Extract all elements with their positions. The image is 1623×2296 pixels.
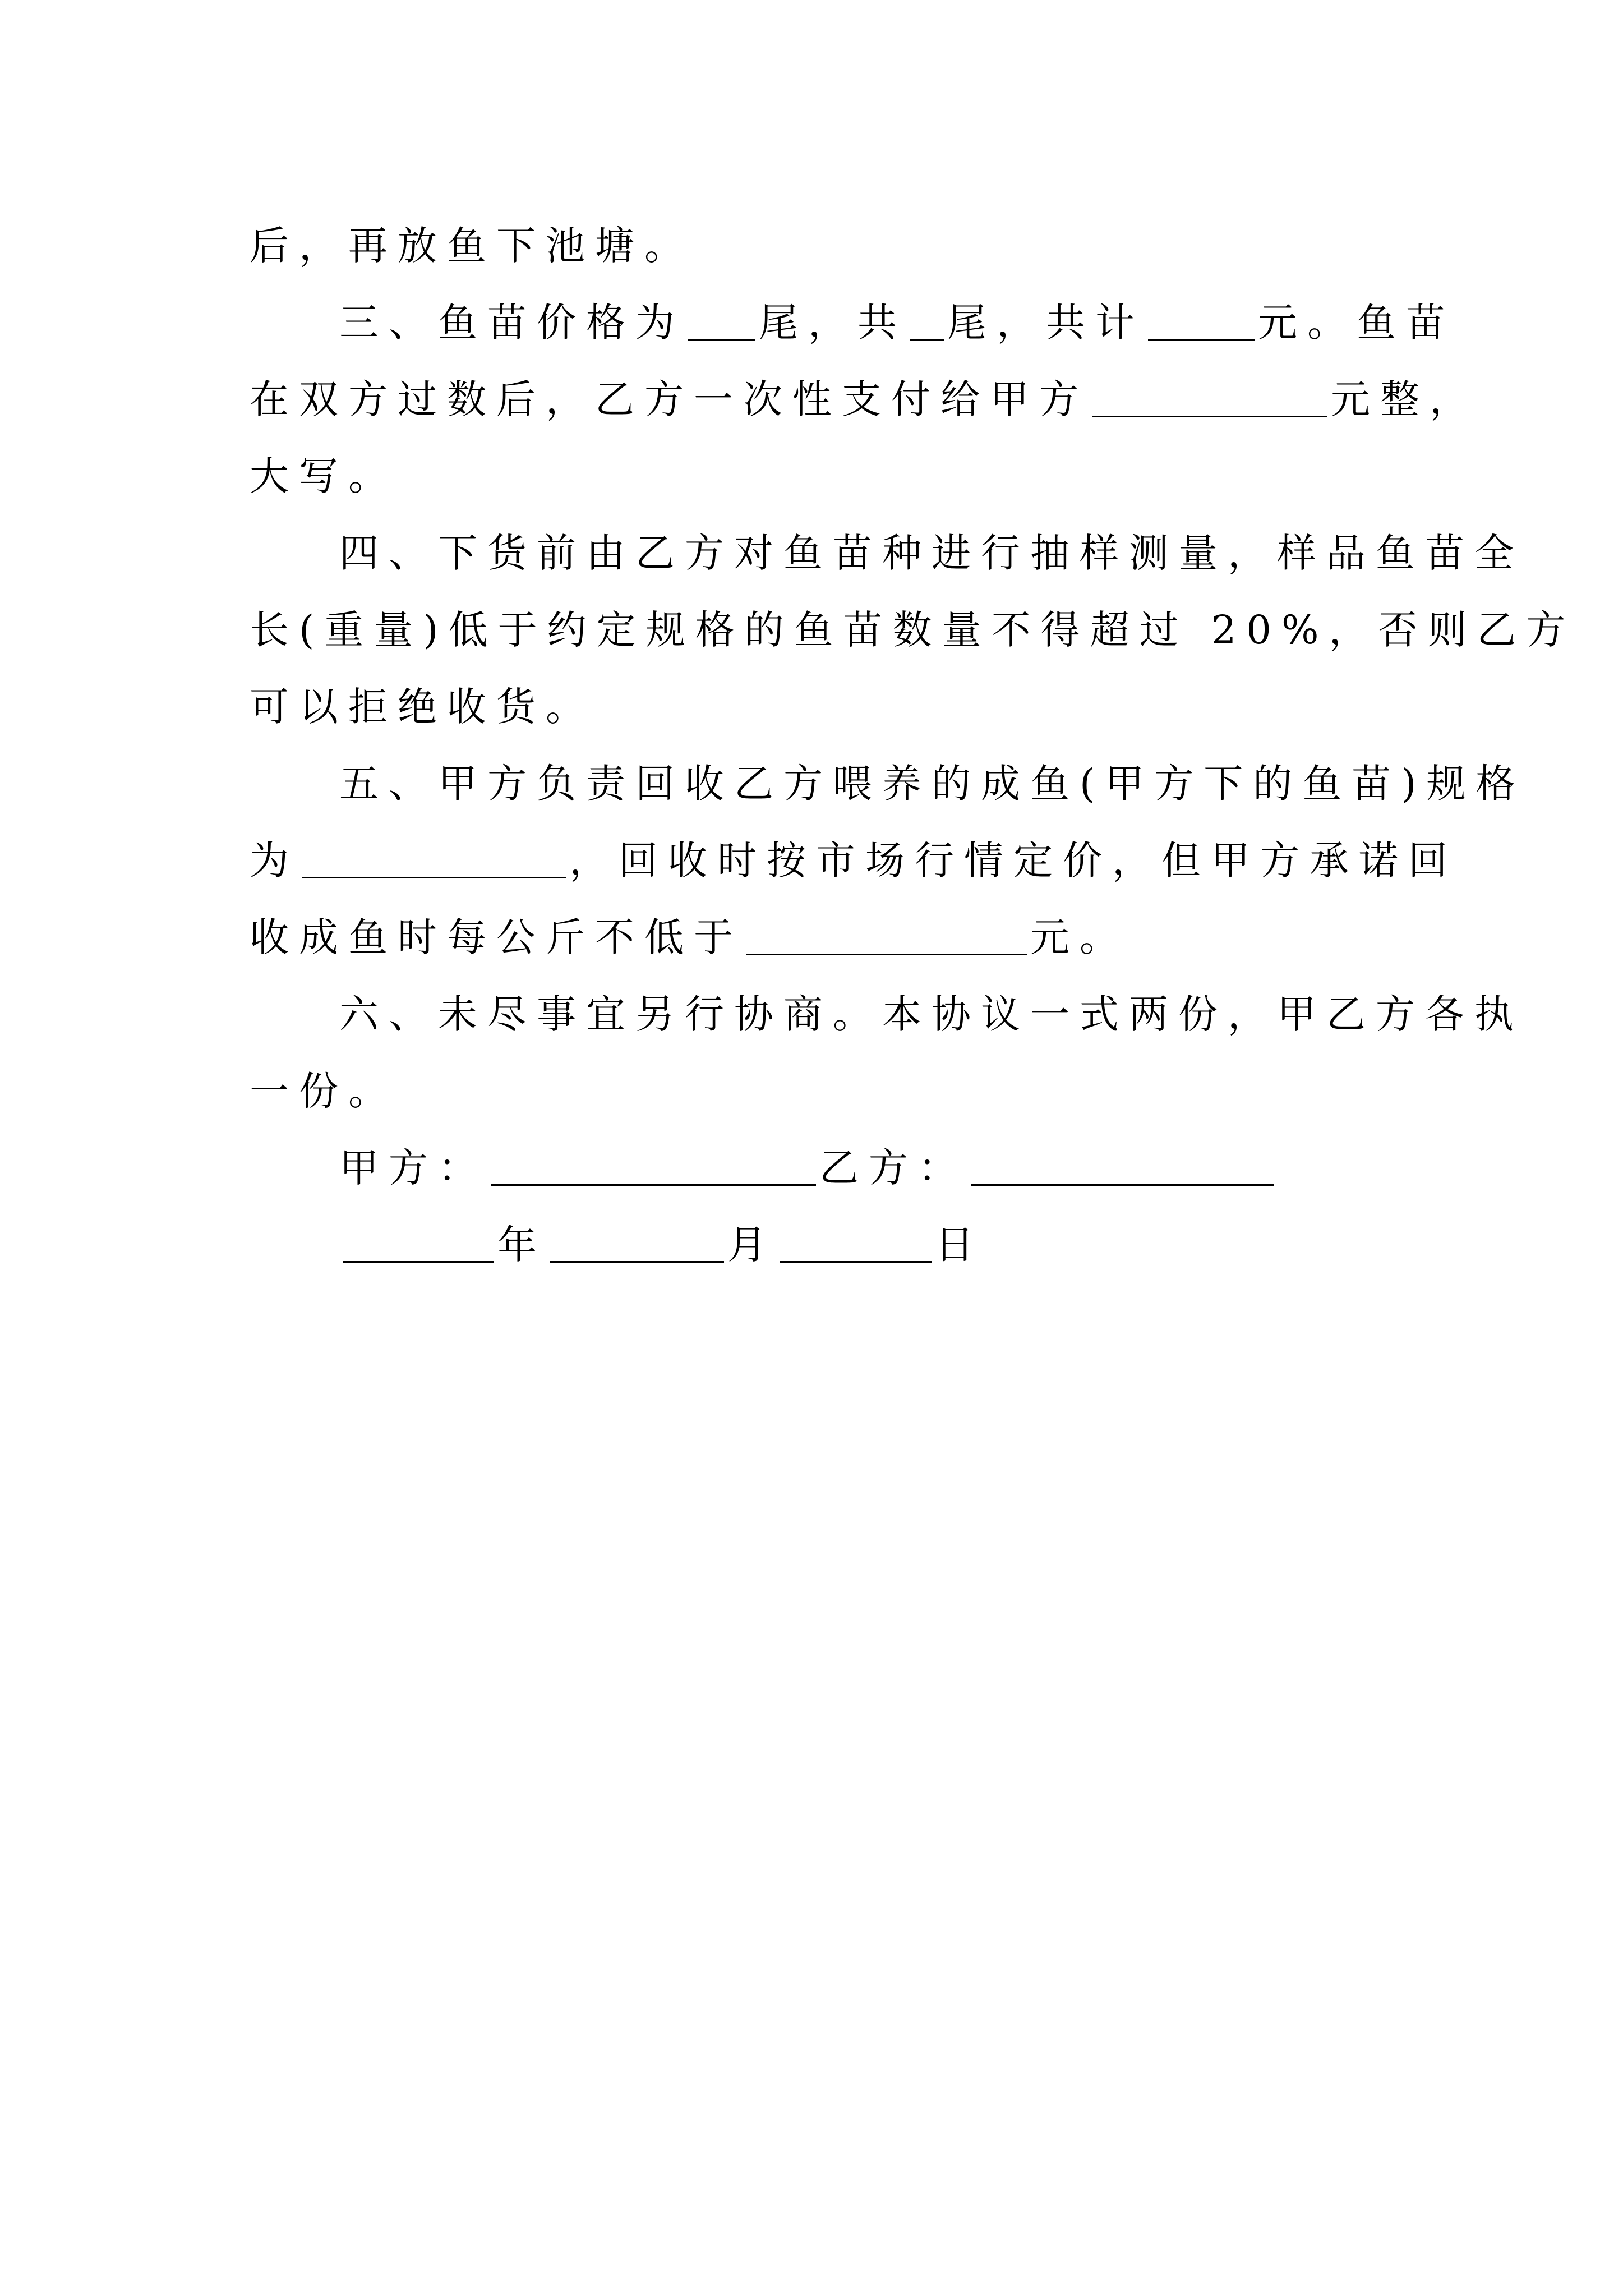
paragraph-3-line-2 xyxy=(250,361,1479,438)
p3-yuan-label: 元。鱼苗 xyxy=(1258,300,1455,346)
paragraph-5-line-3 xyxy=(250,899,1388,976)
total-amount-blank xyxy=(1148,339,1255,341)
paragraph-3-line-1 xyxy=(250,284,1455,361)
paragraph-5-line-1 xyxy=(250,746,1525,822)
month-blank xyxy=(550,1261,724,1263)
min-price-blank xyxy=(746,954,1027,955)
year-label: 年 xyxy=(497,1222,547,1268)
day-blank xyxy=(780,1261,932,1263)
paragraph-4-line-3 xyxy=(250,669,1388,746)
payment-amount-blank xyxy=(1092,416,1327,417)
signature-date-row xyxy=(250,1207,1388,1283)
signature-parties-row xyxy=(250,1130,1388,1207)
p5-pricing-text: ，回收时按市场行情定价，但甲方承诺回 xyxy=(569,838,1458,884)
p5-line-1-text: 五、甲方负责回收乙方喂养的成鱼(甲方下的鱼苗)规格 xyxy=(339,761,1525,807)
price-per-fish-blank xyxy=(688,339,755,341)
paragraph-4-line-2 xyxy=(250,592,1576,669)
day-label: 日 xyxy=(935,1222,984,1268)
year-blank xyxy=(343,1261,494,1263)
p5-spec-label: 为 xyxy=(250,838,299,884)
month-label: 月 xyxy=(727,1222,777,1268)
paragraph-6-line-2 xyxy=(250,1053,1388,1130)
p2-tail-text: 后，再放鱼下池塘。 xyxy=(250,223,694,269)
paragraph-4-line-1 xyxy=(250,515,1524,592)
paragraph-6-line-1 xyxy=(250,976,1524,1053)
party-a-label: 甲方： xyxy=(339,1145,487,1191)
p3-total-label: 尾，共计 xyxy=(947,300,1145,346)
p4-line-3-text: 可以拒绝收货。 xyxy=(250,684,595,730)
party-a-signature-blank xyxy=(491,1184,816,1186)
p3-yuan-whole-label: 元整， xyxy=(1331,376,1479,422)
p4-line-2-text: 长(重量)低于约定规格的鱼苗数量不得超过 20%，否则乙方 xyxy=(250,607,1576,653)
p3-capital-label: 大写。 xyxy=(250,453,398,499)
fish-count-blank xyxy=(910,339,944,341)
agreement-body xyxy=(250,208,1576,1283)
party-b-label: 乙方： xyxy=(819,1145,967,1191)
p3-count-label: 尾，共 xyxy=(759,300,907,346)
p4-line-1-text: 四、下货前由乙方对鱼苗种进行抽样测量，样品鱼苗全 xyxy=(339,530,1524,576)
p3-price-label: 三、鱼苗价格为 xyxy=(339,300,685,346)
p6-line-2-text: 一份。 xyxy=(250,1068,398,1114)
paragraph-3-line-3 xyxy=(250,438,1388,515)
p5-min-price-label: 收成鱼时每公斤不低于 xyxy=(250,914,743,960)
paragraph-5-line-2 xyxy=(250,822,1458,899)
fish-spec-blank xyxy=(302,877,566,878)
p6-line-1-text: 六、未尽事宜另行协商。本协议一式两份，甲乙方各执 xyxy=(339,991,1524,1037)
paragraph-2-tail xyxy=(250,208,1388,284)
p3-payment-label: 在双方过数后，乙方一次性支付给甲方 xyxy=(250,376,1089,422)
party-b-signature-blank xyxy=(971,1184,1274,1186)
p5-yuan-label: 元。 xyxy=(1030,914,1129,960)
